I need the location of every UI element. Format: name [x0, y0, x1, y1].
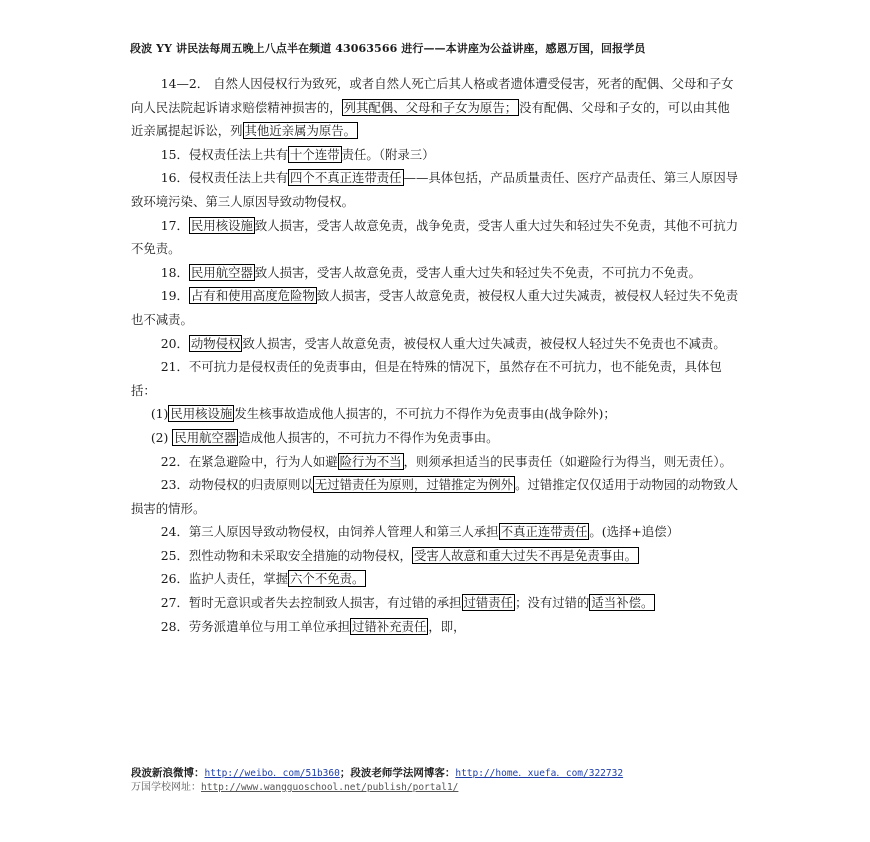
paragraph-p28 — [131, 615, 741, 639]
paragraph-text: 没有配偶、父母和子女的，可以由其他近亲属提起诉讼，列 — [131, 99, 730, 139]
blog-label: ；段波老师学法网博客： — [339, 767, 456, 779]
school-label: 万国学校网址： — [131, 782, 201, 793]
paragraph-p27 — [131, 591, 741, 615]
paragraph-text: 。(选择+追偿） — [589, 524, 679, 540]
paragraph-text: 责任。（附录三） — [341, 146, 435, 162]
paragraph-text: 发生核事故造成他人损害的，不可抗力不得作为免责事由(战争除外)； — [234, 406, 616, 422]
paragraph-p20 — [131, 332, 741, 356]
boxed-keyword: 受害人故意和重大过失不再是免责事由。 — [413, 547, 637, 563]
boxed-keyword: 适当补偿。 — [591, 595, 654, 611]
boxed-keyword: 险行为不当 — [339, 453, 402, 469]
weibo-label: 段波新浪微博： — [131, 767, 205, 779]
boxed-keyword: 不真正连带责任 — [500, 524, 588, 540]
paragraph-text: 致人损害，受害人故意免责，战争免责，受害人重大过失和轻过失不免责，其他不可抗力不免责。 — [131, 217, 739, 257]
paragraph-text: ，则须承担适当的民事责任（如避险行为得当，则无责任）。 — [403, 453, 732, 469]
paragraph-p14 — [131, 72, 741, 143]
school-link[interactable]: http://www.wangguoschool.net/publish/portal1/ — [201, 782, 459, 793]
paragraph-text: ；没有过错的 — [515, 595, 590, 611]
paragraph-p25 — [131, 544, 741, 568]
paragraph-text: 16．侵权责任法上共有 — [160, 170, 289, 186]
paragraph-p17 — [131, 214, 741, 261]
paragraph-text: 25．烈性动物和未采取安全措施的动物侵权， — [160, 547, 412, 563]
blog-link[interactable]: http://home．xuefa．com/322732 — [455, 768, 624, 779]
paragraph-text: 28．劳务派遣单位与用工单位承担 — [160, 618, 350, 634]
paragraph-p21 — [131, 355, 741, 402]
page-footer — [131, 766, 751, 795]
paragraph-p18 — [131, 261, 741, 285]
page-header: 段波 YY 讲民法每周五晚上八点半在频道 43063566 进行——本讲座为公益讲座，感恩万国，回报学员 — [130, 42, 646, 55]
boxed-keyword: 民用航空器 — [174, 429, 237, 445]
paragraph-text: (2) — [150, 429, 173, 445]
paragraph-text: 致人损害，受害人故意免责，受害人重大过失和轻过失不免责，不可抗力不免责。 — [254, 264, 701, 280]
paragraph-text: 21．不可抗力是侵权责任的免责事由，但是在特殊的情况下，虽然存在不可抗力，也不能免责，具体包括： — [131, 359, 722, 398]
paragraph-p23 — [131, 473, 741, 520]
boxed-keyword: 民用核设施 — [190, 217, 253, 233]
paragraph-p21a — [131, 402, 741, 426]
paragraph-text: ——具体包括，产品质量责任、医疗产品责任、第三人原因导致环境污染、第三人原因导致动物侵权。 — [131, 170, 739, 209]
paragraph-text: 20． — [160, 335, 189, 351]
paragraph-p16 — [131, 166, 741, 213]
paragraph-text: 27．暂时无意识或者失去控制致人损害，有过错的承担 — [160, 595, 462, 611]
boxed-keyword: 无过错责任为原则，过错推定为例外 — [314, 477, 514, 493]
paragraph-text: 。过错推定仅仅适用于动物园的动物致人损害的情形。 — [131, 477, 739, 516]
footer-contact-line — [131, 766, 751, 781]
paragraph-p19 — [131, 284, 741, 331]
boxed-keyword: 六个不免责。 — [290, 571, 365, 587]
boxed-keyword: 四个不真正连带责任 — [290, 170, 402, 186]
paragraph-text: 17． — [160, 217, 189, 233]
document-body — [131, 72, 741, 638]
paragraph-text: (1) — [150, 406, 169, 422]
paragraph-text: 23．动物侵权的归责原则以 — [160, 477, 313, 493]
paragraph-text: 造成他人损害的，不可抗力不得作为免责事由。 — [238, 429, 499, 445]
paragraph-text: 14—2． 自然人因侵权行为致死，或者自然人死亡后其人格或者遗体遭受侵害，死者的配偶、父母和子女向人民法院起诉请求赔偿精神损害的， — [131, 76, 734, 115]
paragraph-text: 致人损害，受害人故意免责，被侵权人重大过失减责，被侵权人轻过失不免责也不减责。 — [131, 288, 739, 327]
boxed-keyword: 民用航空器 — [190, 264, 253, 280]
paragraph-text: 15．侵权责任法上共有 — [160, 146, 289, 162]
boxed-keyword: 过错责任 — [463, 595, 514, 611]
boxed-keyword: 其他近亲属为原告。 — [244, 123, 357, 139]
paragraph-text: ，即， — [428, 618, 466, 634]
boxed-keyword: 动物侵权 — [190, 335, 241, 351]
paragraph-text: 24．第三人原因导致动物侵权，由饲养人管理人和第三人承担 — [160, 524, 499, 540]
paragraph-text: 22．在紧急避险中，行为人如避 — [160, 453, 338, 469]
paragraph-text: 致人损害，受害人故意免责，被侵权人重大过失减责，被侵权人轻过失不免责也不减责。 — [242, 335, 726, 351]
paragraph-p24 — [131, 520, 741, 544]
paragraph-p22 — [131, 450, 741, 474]
footer-school-line — [131, 781, 751, 795]
paragraph-text: 19． — [160, 288, 189, 304]
weibo-link[interactable]: http://weibo．com/51b360 — [204, 768, 340, 779]
boxed-keyword: 民用核设施 — [170, 406, 233, 422]
paragraph-text: 26．监护人责任，掌握 — [160, 571, 289, 587]
paragraph-text: 18． — [160, 264, 189, 280]
paragraph-p15 — [131, 143, 741, 167]
boxed-keyword: 列其配偶、父母和子女为原告； — [343, 99, 518, 115]
boxed-keyword: 占有和使用高度危险物 — [190, 288, 315, 304]
boxed-keyword: 过错补充责任 — [352, 618, 427, 634]
paragraph-p21b — [131, 426, 741, 450]
paragraph-p26 — [131, 567, 741, 591]
boxed-keyword: 十个连带 — [290, 146, 340, 162]
